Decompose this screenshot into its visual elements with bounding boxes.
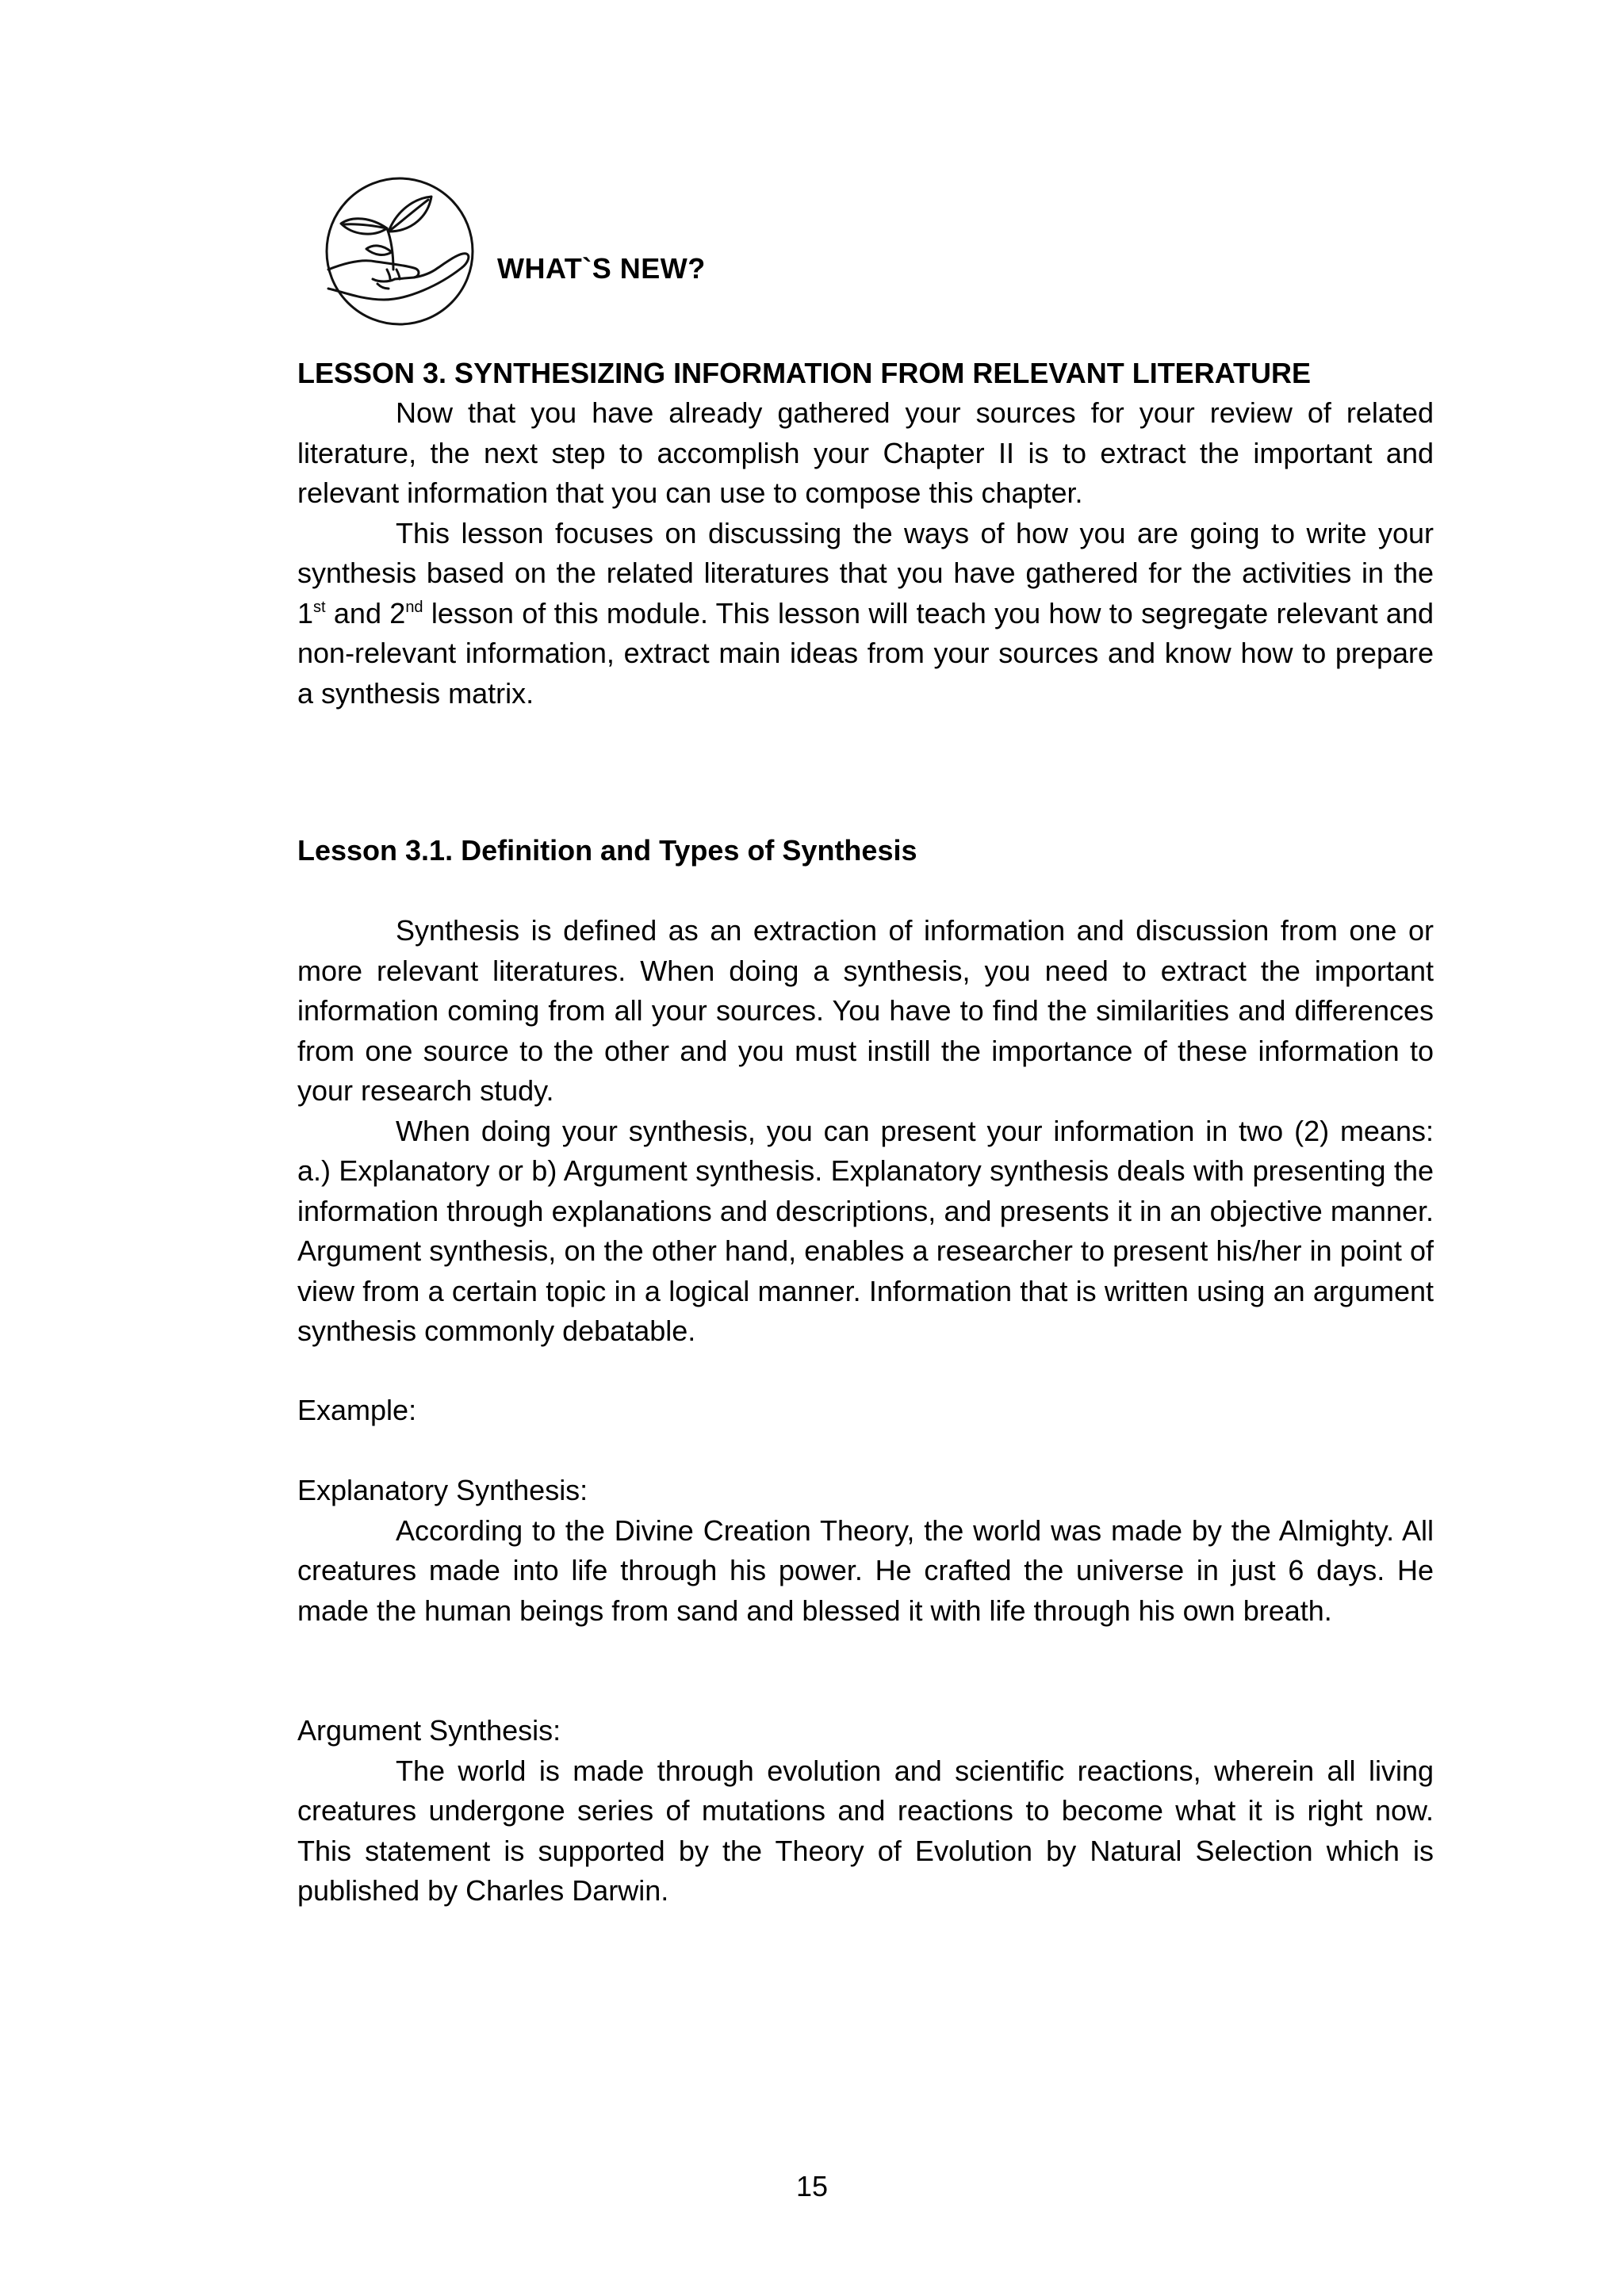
lesson-heading: LESSON 3. SYNTHESIZING INFORMATION FROM RELEVANT LITERATURE [297, 357, 1312, 389]
explanatory-example [297, 1471, 1434, 1631]
lesson-focus-paragraph [297, 514, 1434, 714]
argument-text: The world is made through evolution and scientific reactions, wherein all living creatures undergone series of mutations and reactions to become what it is right now. This statement is supported by the Theory of Evolution by Natural Selection which is published by Charles Darwin. [297, 1754, 1434, 1907]
example-heading: Example: [297, 1394, 417, 1426]
section-title: WHAT`S NEW? [497, 252, 706, 285]
ordinal-suffix: st [313, 598, 326, 616]
page-number: 15 [795, 2170, 829, 2202]
synthesis-definition [297, 911, 1434, 1352]
lesson-3-1-section [297, 831, 1434, 871]
ordinal-suffix: nd [405, 598, 423, 616]
paragraph-text: This lesson focuses on discussing the ways of how you are going to write your synthesis based on the related literatures that you have gathered for the activities in the 1 [297, 516, 1434, 629]
argument-label: Argument Synthesis: [297, 1714, 561, 1747]
subsection-heading: Lesson 3.1. Definition and Types of Synthesis [297, 834, 917, 867]
argument-example [297, 1711, 1434, 1911]
example-label [297, 1391, 1434, 1431]
types-paragraph: When doing your synthesis, you can present your information in two (2) means: a.) Explanatory or b) Argument synthesis. Explanatory synthesis deals with presenting the information through explanations and descriptions, and presents it in an objective manner. Argument synthesis, on the other hand, enables a researcher to present his/her in point of view from a certain topic in a logical manner. Information that is written using an argument synthesis commonly debatable. [297, 1114, 1434, 1347]
lesson-3-section [297, 354, 1434, 714]
paragraph-text: and 2 [325, 596, 406, 629]
paragraph-text: lesson of this module. This lesson will teach you how to segregate relevant and non-relevant information, extract main ideas from your sources and know how to prepare a synthesis matrix. [297, 596, 1434, 710]
definition-paragraph: Synthesis is defined as an extraction of information and discussion from one or more relevant literatures. When doing a synthesis, you need to extract the important information coming from all your sources. You have to find the similarities and differences from one source to the other and you must instill the importance of these information to your research study. [297, 914, 1434, 1107]
hand-holding-seedling-icon [320, 176, 479, 327]
explanatory-text: According to the Divine Creation Theory, the world was made by the Almighty. All creatures made into life through his power. He crafted the universe in just 6 days. He made the human beings from sand and blessed it with life through his own breath. [297, 1513, 1434, 1627]
lesson-intro-paragraph: Now that you have already gathered your sources for your review of related literature, the next step to accomplish your Chapter II is to extract the important and relevant information that you can use to compose this chapter. [297, 396, 1434, 509]
explanatory-label: Explanatory Synthesis: [297, 1474, 588, 1506]
